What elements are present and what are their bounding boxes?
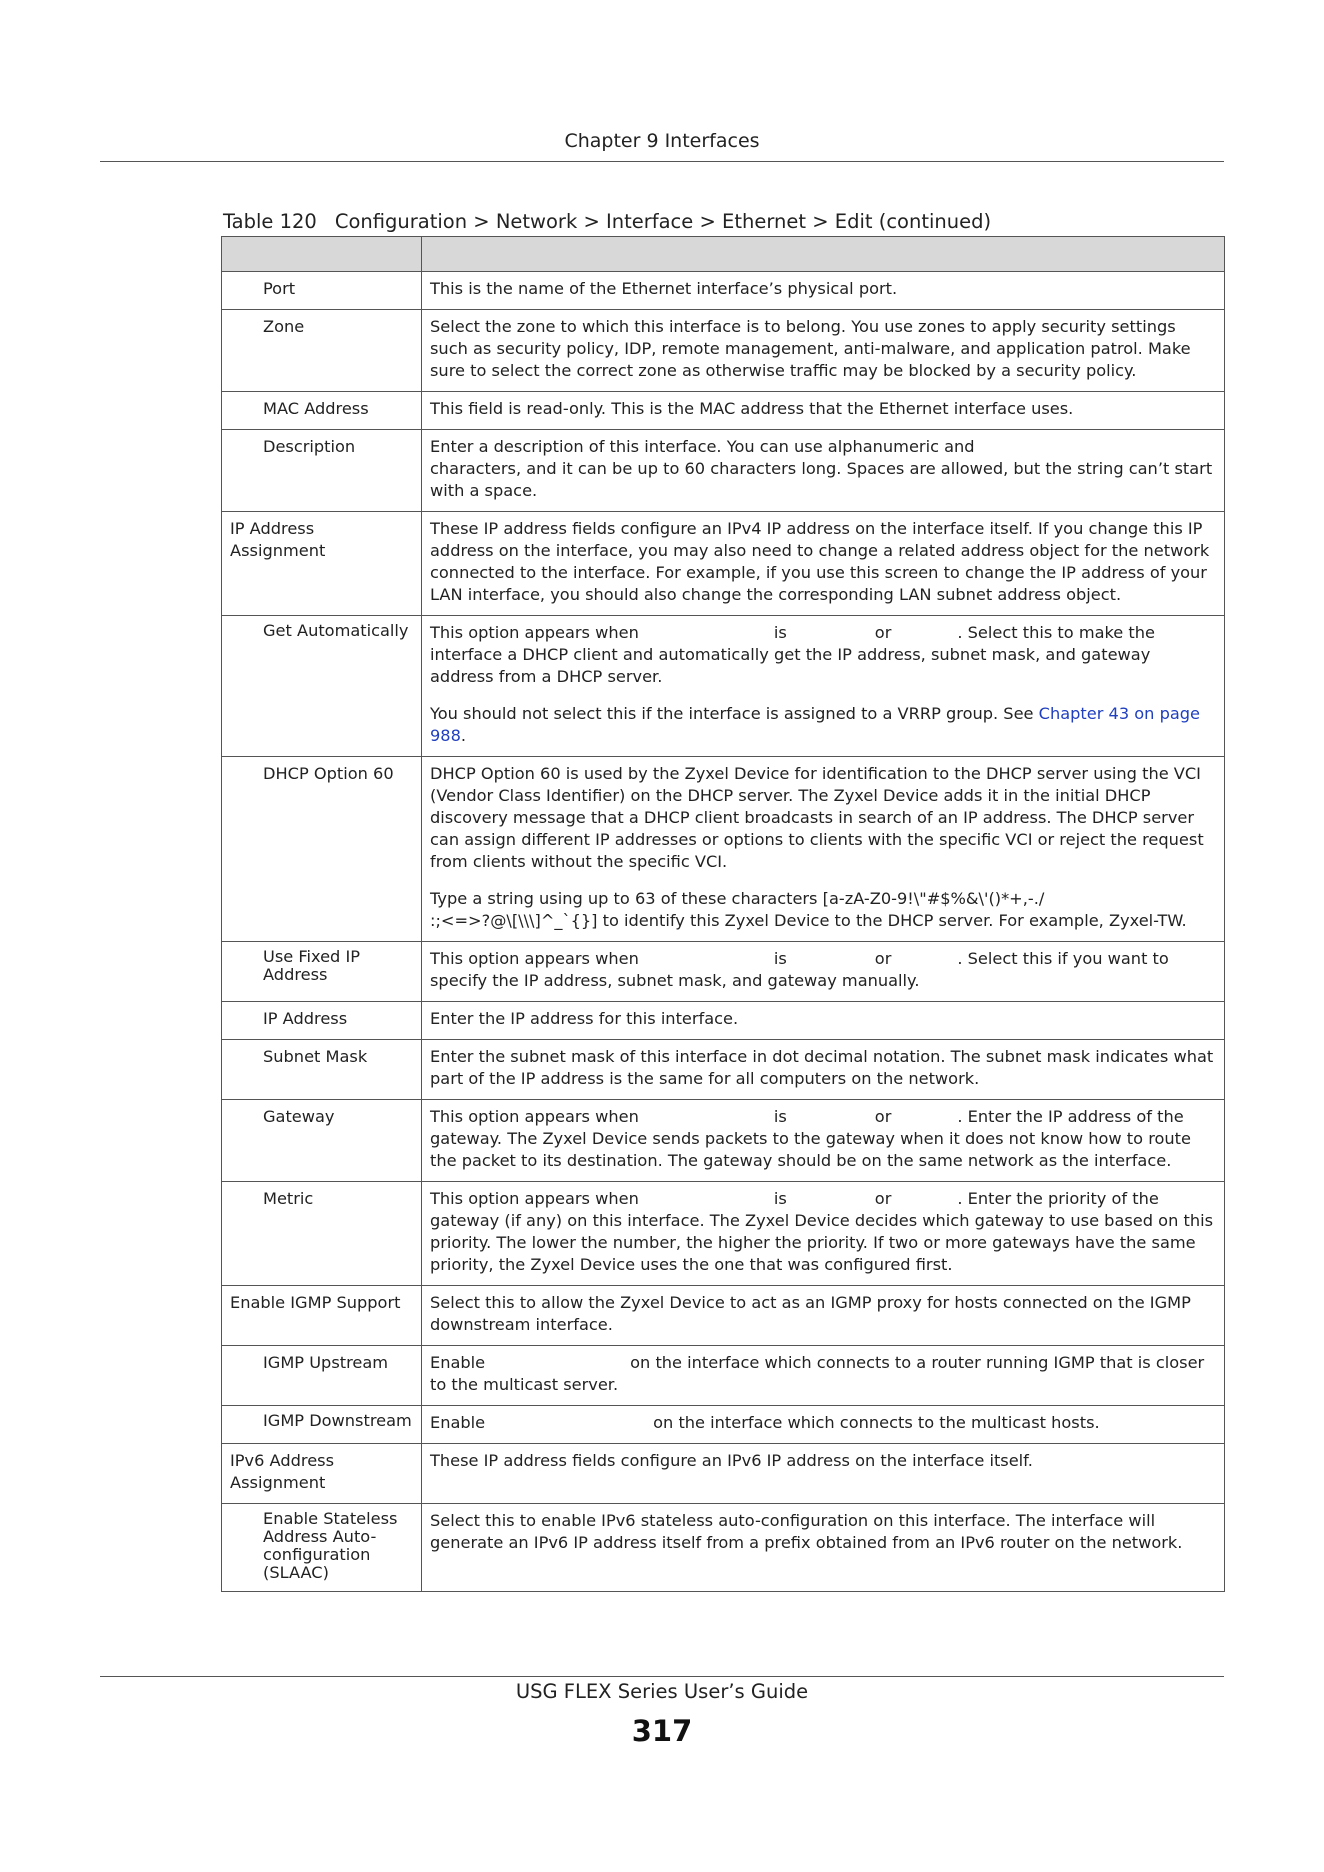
row-description — [422, 616, 1225, 757]
row-description — [422, 1504, 1225, 1592]
row-label: IP Address Assignment — [222, 512, 422, 616]
table-row — [222, 1100, 1225, 1182]
row-description — [422, 757, 1225, 942]
table-row — [222, 1182, 1225, 1286]
row-description — [422, 272, 1225, 310]
header-divider — [100, 161, 1224, 162]
description-text: characters, and it can be up to 60 characters long. Spaces are allowed, but the string can’t start with a space. — [430, 459, 1213, 500]
description-text: is — [773, 949, 787, 968]
chapter-header: Chapter 9 Interfaces — [564, 130, 760, 152]
row-description — [422, 430, 1225, 512]
table-row — [222, 512, 1225, 616]
row-label: Port — [222, 272, 422, 310]
table-row — [222, 430, 1225, 512]
row-description — [422, 512, 1225, 616]
row-label: IGMP Upstream — [222, 1346, 422, 1406]
description-text: or — [874, 623, 892, 642]
row-label: Gateway — [222, 1100, 422, 1182]
description-text: This is the name of the Ethernet interface’s physical port. — [430, 279, 898, 298]
description-text: Select the zone to which this interface is to belong. You use zones to apply security settings such as security policy, IDP, remote management, anti-malware, and application patrol. Make sure to select the correct zone as otherwise traffic may be blocked by a security policy. — [430, 317, 1191, 380]
table-row — [222, 942, 1225, 1002]
row-label: DHCP Option 60 — [222, 757, 422, 942]
description-text: :;<=>?@\[\\\]^_`{}] to identify this Zyxel Device to the DHCP server. For example, Zyxel-TW. — [430, 911, 1187, 930]
row-label: MAC Address — [222, 392, 422, 430]
row-label: Enable Stateless Address Auto-configuration (SLAAC) — [222, 1504, 422, 1592]
description-text: . Enter the priority of the gateway (if any) on this interface. The Zyxel Device decides which gateway to use based on this priority. The lower the number, the higher the priority. If two or more gateways have the same priority, the Zyxel Device uses the one that was configured first. — [430, 1189, 1214, 1274]
header-cell-label — [222, 237, 422, 272]
description-text: on the interface which connects to a router running IGMP that is closer to the multicast server. — [430, 1353, 1205, 1394]
row-description — [422, 1182, 1225, 1286]
description-text: Enter the subnet mask of this interface in dot decimal notation. The subnet mask indicates what part of the IP address is the same for all computers on the network. — [430, 1047, 1214, 1088]
description-text: on the interface which connects to the multicast hosts. — [653, 1413, 1100, 1432]
description-text: Enable — [430, 1353, 486, 1372]
settings-table — [221, 236, 1225, 1592]
description-text: This option appears when — [430, 623, 639, 642]
description-text: Select this to enable IPv6 stateless auto-configuration on this interface. The interface will generate an IPv6 IP address itself from a prefix obtained from an IPv6 router on the network. — [430, 1511, 1183, 1552]
description-text: . Select this to make the interface a DHCP client and automatically get the IP address, subnet mask, and gateway address from a DHCP server. — [430, 623, 1155, 686]
row-description — [422, 942, 1225, 1002]
description-text: These IP address fields configure an IPv6 IP address on the interface itself. — [430, 1451, 1033, 1470]
guide-title: USG FLEX Series User’s Guide — [515, 1680, 809, 1703]
description-text: or — [874, 1107, 892, 1126]
row-label: Subnet Mask — [222, 1040, 422, 1100]
description-text: This option appears when — [430, 1189, 639, 1208]
header-cell-description — [422, 237, 1225, 272]
row-description — [422, 310, 1225, 392]
table-row — [222, 1346, 1225, 1406]
description-text: is — [773, 1107, 787, 1126]
description-text: These IP address fields configure an IPv4 IP address on the interface itself. If you change this IP address on the interface, you may also need to change a related address object for the network connected to the interface. For example, if you use this screen to change the IP address of your LAN interface, you should also change the corresponding LAN subnet address object. — [430, 519, 1210, 604]
table-caption — [223, 210, 991, 233]
description-text: Enable — [430, 1413, 486, 1432]
table-row — [222, 757, 1225, 942]
row-label: Use Fixed IP Address — [222, 942, 422, 1002]
description-text: You should not select this if the interface is assigned to a VRRP group. See — [430, 704, 1034, 723]
row-description — [422, 1286, 1225, 1346]
footer-divider — [100, 1676, 1224, 1677]
row-description — [422, 1346, 1225, 1406]
row-description — [422, 1040, 1225, 1100]
table-row — [222, 310, 1225, 392]
row-label: Get Automatically — [222, 616, 422, 757]
table-row — [222, 1002, 1225, 1040]
row-description — [422, 1444, 1225, 1504]
description-text: Enter a description of this interface. You can use alphanumeric and — [430, 437, 975, 456]
row-description — [422, 1002, 1225, 1040]
description-text: This field is read-only. This is the MAC address that the Ethernet interface uses. — [430, 399, 1074, 418]
chapter-link[interactable]: Chapter 43 on page 988 — [430, 704, 1201, 745]
description-text: . Select this if you want to specify the IP address, subnet mask, and gateway manually. — [430, 949, 1169, 990]
table-row — [222, 1286, 1225, 1346]
table-row — [222, 616, 1225, 757]
table-row — [222, 1040, 1225, 1100]
table-row — [222, 1444, 1225, 1504]
description-text: is — [773, 623, 787, 642]
row-label: IPv6 Address Assignment — [222, 1444, 422, 1504]
row-label: Description — [222, 430, 422, 512]
description-text: is — [773, 1189, 787, 1208]
table-row — [222, 1504, 1225, 1592]
table-title: Configuration > Network > Interface > Ethernet > Edit (continued) — [334, 210, 992, 233]
row-label: IP Address — [222, 1002, 422, 1040]
description-text: Enter the IP address for this interface. — [430, 1009, 739, 1028]
row-label: Enable IGMP Support — [222, 1286, 422, 1346]
description-text: This option appears when — [430, 949, 639, 968]
description-text: DHCP Option 60 is used by the Zyxel Device for identification to the DHCP server using the VCI (Vendor Class Identifier) on the DHCP server. The Zyxel Device adds it in the initial DHCP discovery message that a DHCP client broadcasts in search of an IP address. The DHCP server can assign different IP addresses or options to clients with the specific VCI or reject the request from clients without the specific VCI. — [430, 764, 1204, 871]
description-text: Select this to allow the Zyxel Device to act as an IGMP proxy for hosts connected on the IGMP downstream interface. — [430, 1293, 1191, 1334]
description-text: Type a string using up to 63 of these characters [a-zA-Z0-9!\"#$%&\'()*+,-./ — [430, 889, 1045, 908]
row-label: IGMP Downstream — [222, 1406, 422, 1444]
table-number: Table 120 — [223, 210, 317, 233]
description-text: or — [874, 1189, 892, 1208]
description-text: . — [460, 726, 467, 745]
table-row — [222, 392, 1225, 430]
row-label: Zone — [222, 310, 422, 392]
row-description — [422, 1406, 1225, 1444]
table-row — [222, 272, 1225, 310]
row-label: Metric — [222, 1182, 422, 1286]
row-description — [422, 1100, 1225, 1182]
description-text: This option appears when — [430, 1107, 639, 1126]
description-text: or — [874, 949, 892, 968]
table-row — [222, 1406, 1225, 1444]
row-description — [422, 392, 1225, 430]
description-text: . Enter the IP address of the gateway. The Zyxel Device sends packets to the gateway when it does not know how to route the packet to its destination. The gateway should be on the same network as the interface. — [430, 1107, 1191, 1170]
table-header-row — [222, 237, 1225, 272]
page-number: 317 — [631, 1714, 693, 1748]
